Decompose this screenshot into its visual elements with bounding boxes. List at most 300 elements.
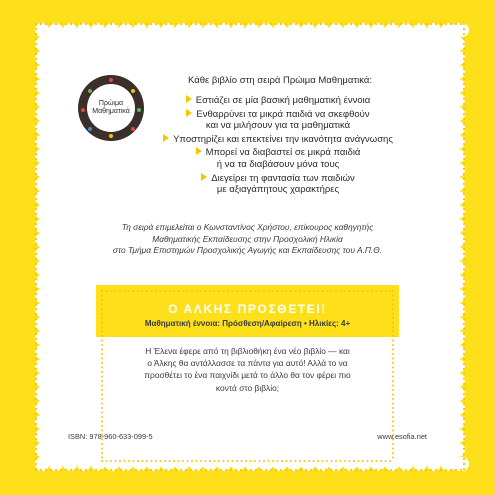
frame-dot: [463, 118, 465, 120]
frame-dot: [455, 23, 457, 25]
box-border-dot: [115, 290, 117, 292]
box-border-dot: [151, 460, 153, 462]
box-border-dot: [295, 290, 297, 292]
scallop: [77, 457, 91, 471]
box-border-dot: [392, 340, 394, 342]
scallop: [451, 233, 465, 247]
frame-dot: [180, 469, 182, 471]
scallop: [245, 23, 259, 37]
frame-dot: [35, 178, 37, 180]
box-border-dot: [101, 421, 103, 423]
scallop: [35, 233, 49, 247]
scallop: [413, 457, 427, 471]
scallop: [35, 261, 49, 275]
box-border-dot: [173, 460, 175, 462]
frame-dot: [105, 23, 107, 25]
box-border-dot: [169, 460, 171, 462]
box-border-dot: [218, 290, 220, 292]
frame-dot: [463, 138, 465, 140]
frame-dot: [35, 423, 37, 425]
frame-dot: [445, 23, 447, 25]
box-border-dot: [106, 290, 108, 292]
box-border-dot: [392, 407, 394, 409]
box-border-dot: [232, 460, 234, 462]
box-border-dot: [106, 460, 108, 462]
bullet-text: Εστιάζει σε μία βασική μαθηματική έννοια: [195, 95, 371, 106]
box-border-dot: [214, 290, 216, 292]
frame-dot: [463, 248, 465, 250]
box-border-dot: [101, 380, 103, 382]
box-border-dot: [101, 394, 103, 396]
box-border-dot: [376, 460, 378, 462]
box-border-dot: [371, 290, 373, 292]
description-line-1: Η Έλενα έφερε από τη βιβλιοθήκη ένα νέο βιβλίο — και: [145, 346, 350, 356]
frame-dot: [405, 469, 407, 471]
scallop: [385, 23, 399, 37]
frame-dot: [463, 193, 465, 195]
frame-dot: [70, 23, 72, 25]
scallop: [427, 23, 441, 37]
frame-dot: [305, 469, 307, 471]
bullet-item: [148, 95, 408, 107]
frame-dot: [35, 33, 37, 35]
frame-dot: [255, 23, 257, 25]
series-bullet-list: [148, 95, 408, 198]
frame-dot: [205, 23, 207, 25]
box-border-dot: [331, 290, 333, 292]
frame-dot: [455, 469, 457, 471]
scallop: [451, 317, 465, 331]
frame-dot: [35, 443, 37, 445]
isbn-number: ISBN: 978-960-633-099-5: [68, 432, 153, 441]
frame-dot: [463, 408, 465, 410]
frame-dot: [350, 23, 352, 25]
frame-dot: [95, 23, 97, 25]
editor-line-1: Τη σειρά επιμελείται ο Κωνσταντίνος Χρήστου, επίκουρος καθηγητής: [121, 222, 374, 232]
frame-dot: [230, 469, 232, 471]
frame-dot: [50, 469, 52, 471]
frame-dot: [463, 278, 465, 280]
frame-dot: [35, 88, 37, 90]
frame-dot: [463, 58, 465, 60]
frame-dot: [463, 363, 465, 365]
box-border-dot: [101, 349, 103, 351]
yellow-arrow-icon: [196, 147, 202, 155]
scallop: [451, 289, 465, 303]
yellow-arrow-icon: [186, 109, 192, 117]
frame-dot: [463, 108, 465, 110]
box-border-dot: [110, 460, 112, 462]
box-border-dot: [101, 443, 103, 445]
box-border-dot: [295, 460, 297, 462]
frame-dot: [35, 308, 37, 310]
scallop: [399, 457, 413, 471]
scallop: [35, 121, 49, 135]
bullet-item: [148, 147, 408, 170]
box-border-dot: [196, 290, 198, 292]
frame-dot: [315, 23, 317, 25]
frame-dot: [463, 438, 465, 440]
frame-dot: [165, 469, 167, 471]
frame-dot: [160, 23, 162, 25]
frame-dot: [463, 48, 465, 50]
box-border-dot: [277, 460, 279, 462]
frame-dot: [463, 448, 465, 450]
frame-dot: [35, 468, 37, 470]
frame-dot: [463, 468, 465, 470]
frame-dot: [85, 23, 87, 25]
frame-dot: [463, 218, 465, 220]
frame-dot: [35, 383, 37, 385]
scallop: [451, 163, 465, 177]
frame-dot: [463, 83, 465, 85]
box-border-dot: [142, 290, 144, 292]
frame-dot: [420, 469, 422, 471]
frame-dot: [385, 23, 387, 25]
frame-dot: [170, 469, 172, 471]
frame-dot: [463, 98, 465, 100]
frame-dot: [35, 233, 37, 235]
frame-dot: [463, 113, 465, 115]
bullet-text: Μπορεί να διαβαστεί σε μικρά παιδιά: [205, 147, 361, 159]
frame-dot: [240, 469, 242, 471]
box-border-dot: [392, 389, 394, 391]
frame-dot: [110, 23, 112, 25]
frame-dot: [463, 403, 465, 405]
frame-dot: [400, 469, 402, 471]
frame-dot: [300, 469, 302, 471]
box-border-dot: [101, 362, 103, 364]
box-border-dot: [146, 290, 148, 292]
frame-dot: [35, 378, 37, 380]
box-border-dot: [128, 460, 130, 462]
frame-dot: [325, 469, 327, 471]
frame-dot: [463, 178, 465, 180]
frame-dot: [463, 428, 465, 430]
badge-dot-yellow: [131, 89, 135, 93]
frame-dot: [463, 378, 465, 380]
box-border-dot: [313, 290, 315, 292]
box-border-dot: [101, 290, 103, 292]
frame-dot: [100, 23, 102, 25]
frame-dot: [463, 273, 465, 275]
frame-dot: [35, 243, 37, 245]
scallop: [49, 23, 63, 37]
frame-dot: [35, 408, 37, 410]
box-border-dot: [286, 460, 288, 462]
frame-dot: [335, 23, 337, 25]
box-border-dot: [254, 290, 256, 292]
frame-dot: [85, 469, 87, 471]
frame-dot: [35, 248, 37, 250]
frame-dot: [270, 469, 272, 471]
frame-dot: [330, 23, 332, 25]
frame-dot: [35, 193, 37, 195]
box-border-dot: [259, 290, 261, 292]
box-border-dot: [101, 448, 103, 450]
frame-dot: [463, 353, 465, 355]
scallop: [451, 65, 465, 79]
scallop: [427, 457, 441, 471]
box-border-dot: [392, 416, 394, 418]
frame-dot: [415, 469, 417, 471]
frame-dot: [35, 458, 37, 460]
badge-dot-red: [81, 108, 85, 112]
scallop: [451, 247, 465, 261]
frame-dot: [35, 208, 37, 210]
box-border-dot: [101, 358, 103, 360]
box-border-dot: [227, 290, 229, 292]
scallop: [105, 23, 119, 37]
box-border-dot: [367, 290, 369, 292]
frame-dot: [60, 469, 62, 471]
box-border-dot: [178, 460, 180, 462]
frame-dot: [310, 23, 312, 25]
frame-dot: [195, 23, 197, 25]
scallop: [77, 23, 91, 37]
frame-dot: [460, 23, 462, 25]
scallop: [35, 135, 49, 149]
scallop: [451, 23, 465, 37]
box-border-dot: [101, 295, 103, 297]
frame-dot: [195, 469, 197, 471]
frame-dot: [420, 23, 422, 25]
frame-dot: [463, 198, 465, 200]
frame-dot: [215, 23, 217, 25]
scallop: [451, 121, 465, 135]
scallop: [451, 429, 465, 443]
frame-dot: [370, 469, 372, 471]
scallop: [451, 177, 465, 191]
frame-dot: [463, 103, 465, 105]
box-border-dot: [335, 460, 337, 462]
frame-dot: [95, 469, 97, 471]
frame-dot: [463, 298, 465, 300]
frame-dot: [215, 469, 217, 471]
frame-dot: [35, 188, 37, 190]
frame-dot: [35, 203, 37, 205]
frame-dot: [150, 23, 152, 25]
bullet-text: Διεγείρει τη φαντασία των παιδιών: [211, 172, 355, 184]
frame-dot: [75, 23, 77, 25]
frame-dot: [463, 213, 465, 215]
box-border-dot: [308, 290, 310, 292]
box-border-dot: [272, 460, 274, 462]
badge-dot-red: [109, 78, 113, 82]
box-border-dot: [245, 290, 247, 292]
scallop: [287, 23, 301, 37]
frame-dot: [170, 23, 172, 25]
box-border-dot: [146, 460, 148, 462]
scallop: [315, 23, 329, 37]
frame-dot: [463, 228, 465, 230]
box-border-dot: [160, 290, 162, 292]
frame-dot: [260, 469, 262, 471]
box-border-dot: [281, 460, 283, 462]
scallop: [35, 331, 49, 345]
box-border-dot: [392, 295, 394, 297]
frame-dot: [463, 323, 465, 325]
badge-line-2: Μαθηματικά: [92, 108, 130, 115]
badge-dot-blue: [88, 127, 92, 131]
frame-dot: [250, 469, 252, 471]
frame-dot: [230, 23, 232, 25]
frame-dot: [460, 469, 462, 471]
box-border-dot: [268, 460, 270, 462]
frame-dot: [463, 413, 465, 415]
frame-dot: [463, 318, 465, 320]
frame-dot: [300, 23, 302, 25]
scallop: [343, 23, 357, 37]
frame-dot: [70, 469, 72, 471]
scallop: [231, 23, 245, 37]
box-border-dot: [173, 290, 175, 292]
box-border-dot: [304, 460, 306, 462]
description-line-3: προσθέτει το ένα παιχνίδι μετά το άλλο θα τον φέρει πιο: [144, 370, 351, 381]
frame-dot: [35, 123, 37, 125]
scallop: [399, 23, 413, 37]
bullet-item: [148, 109, 408, 132]
box-border-dot: [308, 460, 310, 462]
frame-dot: [255, 469, 257, 471]
frame-dot: [450, 469, 452, 471]
frame-dot: [35, 278, 37, 280]
box-border-dot: [164, 460, 166, 462]
frame-dot: [245, 23, 247, 25]
frame-dot: [410, 469, 412, 471]
frame-dot: [35, 403, 37, 405]
frame-dot: [210, 469, 212, 471]
scallop: [451, 107, 465, 121]
box-border-dot: [313, 460, 315, 462]
frame-dot: [463, 453, 465, 455]
frame-dot: [35, 238, 37, 240]
scallop: [35, 219, 49, 233]
scallop: [35, 303, 49, 317]
frame-dot: [35, 398, 37, 400]
box-border-dot: [137, 290, 139, 292]
badge-dot-red: [131, 127, 135, 131]
frame-dot: [260, 23, 262, 25]
box-border-dot: [124, 460, 126, 462]
frame-dot: [400, 23, 402, 25]
box-border-dot: [263, 290, 265, 292]
scallop: [35, 429, 49, 443]
box-border-dot: [392, 443, 394, 445]
frame-dot: [445, 469, 447, 471]
box-border-dot: [101, 367, 103, 369]
frame-dot: [345, 23, 347, 25]
frame-dot: [35, 463, 37, 465]
box-border-dot: [236, 460, 238, 462]
box-border-dot: [101, 335, 103, 337]
scallop: [451, 387, 465, 401]
frame-dot: [275, 23, 277, 25]
badge-dot-green: [137, 108, 141, 112]
frame-dot: [35, 358, 37, 360]
editor-line-2: Μαθηματικής Εκπαίδευσης στην Προσχολική Ηλικία: [152, 233, 343, 244]
scallop: [35, 23, 49, 37]
box-border-dot: [331, 460, 333, 462]
frame-dot: [125, 469, 127, 471]
frame-dot: [35, 158, 37, 160]
scallop: [35, 163, 49, 177]
scallop: [175, 23, 189, 37]
scallop: [35, 373, 49, 387]
box-border-dot: [392, 425, 394, 427]
frame-dot: [245, 469, 247, 471]
box-border-dot: [101, 331, 103, 333]
box-border-dot: [304, 290, 306, 292]
box-border-dot: [263, 460, 265, 462]
frame-dot: [240, 23, 242, 25]
frame-dot: [463, 68, 465, 70]
frame-dot: [440, 23, 442, 25]
frame-dot: [40, 469, 42, 471]
scallop: [451, 401, 465, 415]
box-border-dot: [142, 460, 144, 462]
frame-dot: [463, 268, 465, 270]
frame-dot: [463, 338, 465, 340]
frame-dot: [185, 23, 187, 25]
frame-dot: [35, 223, 37, 225]
frame-dot: [345, 469, 347, 471]
box-border-dot: [272, 290, 274, 292]
frame-dot: [35, 353, 37, 355]
frame-dot: [463, 303, 465, 305]
frame-dot: [135, 23, 137, 25]
frame-dot: [35, 213, 37, 215]
box-border-dot: [101, 407, 103, 409]
scallop: [35, 93, 49, 107]
scallop: [35, 205, 49, 219]
frame-dot: [295, 23, 297, 25]
scallop: [35, 359, 49, 373]
frame-dot: [145, 469, 147, 471]
frame-dot: [80, 469, 82, 471]
box-border-dot: [128, 290, 130, 292]
frame-dot: [40, 23, 42, 25]
box-border-dot: [259, 460, 261, 462]
box-border-dot: [101, 389, 103, 391]
frame-dot: [463, 253, 465, 255]
box-border-dot: [119, 460, 121, 462]
scallop: [49, 457, 63, 471]
frame-dot: [35, 373, 37, 375]
frame-dot: [155, 23, 157, 25]
frame-dot: [285, 469, 287, 471]
scallop: [451, 93, 465, 107]
box-border-dot: [101, 353, 103, 355]
frame-dot: [410, 23, 412, 25]
frame-dot: [285, 23, 287, 25]
frame-dot: [463, 203, 465, 205]
scallop: [451, 373, 465, 387]
frame-dot: [35, 323, 37, 325]
bullet-text-continued: ή να τα διαβάσουν μόνα τους: [216, 158, 340, 170]
box-border-dot: [241, 290, 243, 292]
frame-dot: [380, 469, 382, 471]
scallop: [371, 23, 385, 37]
frame-dot: [463, 433, 465, 435]
frame-dot: [395, 23, 397, 25]
frame-dot: [35, 153, 37, 155]
box-border-dot: [380, 460, 382, 462]
frame-dot: [463, 163, 465, 165]
frame-dot: [35, 68, 37, 70]
box-border-dot: [371, 460, 373, 462]
description-line-4: κοντά στο βιβλίο;: [215, 382, 280, 393]
